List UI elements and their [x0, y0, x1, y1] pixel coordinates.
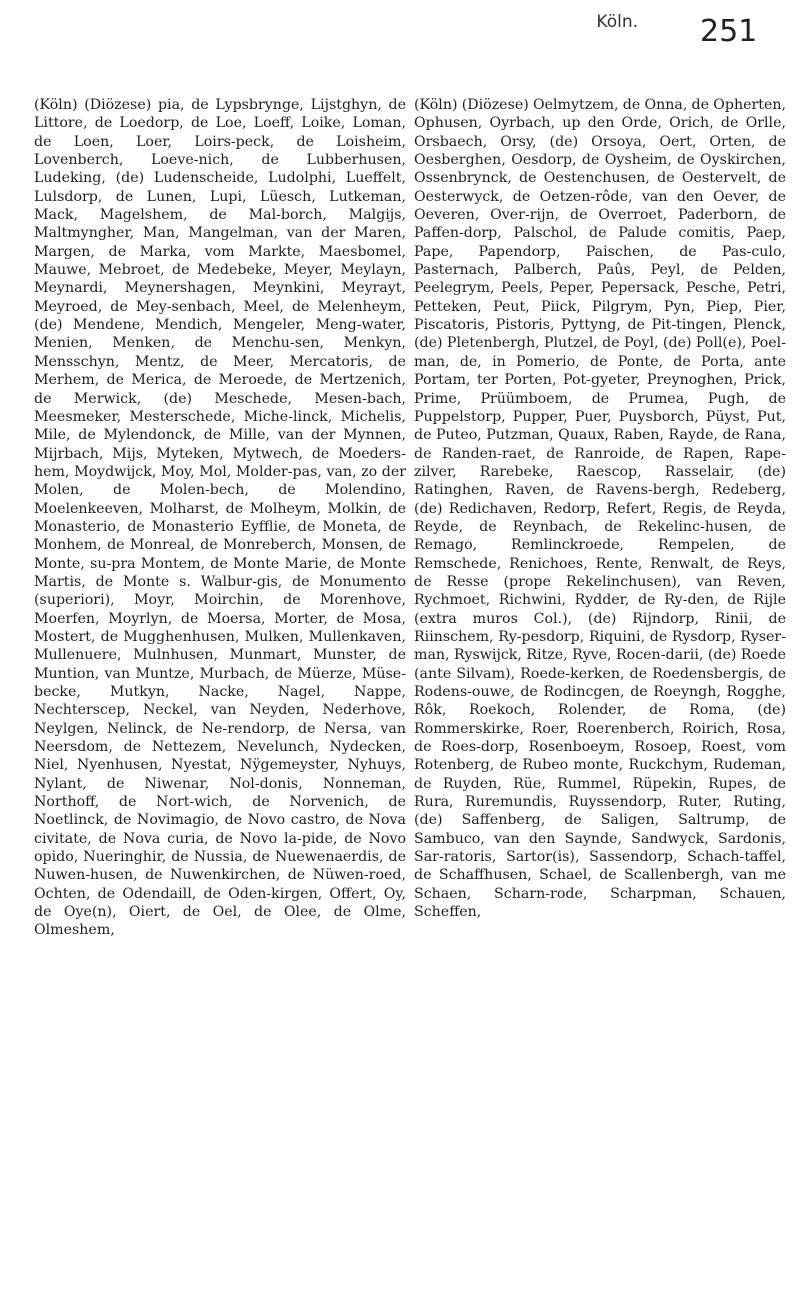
left-column-text: (Köln) (Diözese) pia, de Lypsbrynge, Lijstghyn, de Littore, de Loedorp, de Loe, Loeff, Loike, Loman, de Loen, Loer, Loirs-peck, de Loisheim, Lovenberch, Loeve-nich, de Lubberhusen, Ludeking, (de) Ludenscheide, Ludolphi, Lueffelt, Lulsdorp, de Lunen, Lupi, Lüesch, Lutkeman, Mack, Magelshem, de Mal-borch, Malgijs, Maltmyngher, Man, Mangelman, van der Maren, Margen, de Marka, vom Markte, Maesbomel, Mauwe, Mebroet, de Medebeke, Meyer, Meylayn, Meynardi, Meynershagen, Meynkini, Meyrayt, Meyroed, de Mey-senbach, Meel, de Melenheym, (de) Mendene, Mendich, Mengeler, Meng-water, Menien, Menken, de Menchu-sen, Menkyn, Mensschyn, Mentz, de Meer, Mercatoris, de Merhem, de Merica, de Meroede, de Mertzenich, de Merwick, (de) Meschede, Mesen-bach, Meesmeker, Mesterschede, Miche-linck, Michelis, Mile, de Mylendonck, de Mille, van der Mynnen, Mijrbach, Mijs, Myteken, Mytwech, de Moeders-hem, Moydwijck, Moy, Mol, Molder-pas, van, zo der Molen, de Molen-bech, de Molendino, Moelenkeeven, Molharst, de Molheym, Molkin, de Monasterio, de Monasterio Eyfflie, de Moneta, de Monhem, de Monreal, de Monreberch, Monsen, de Monte, su-pra Montem, de Monte Marie, de Monte Martis, de Monte s. Walbur-gis, de Monumento (superiori), Moyr, Moirchin, de Morenhove, Moerfen, Moyrlyn, de Moersa, Morter, de Mosa, Mostert, de Mugghenhusen, Mulken, Mullenkaven, Mullenuere, Mulnhusen, Munmart, Munster, de Muntion, van Muntze, Murbach, de Müerze, Müse-becke, Mutkyn, Nacke, Nagel, Nappe, Nechterscep, Neckel, van Neyden, Nederhove, Neylgen, Nelinck, de Ne-rendorp, de Nersa, van Neersdom, de Nettezem, Nevelunch, Nydecken, Niel, Nyenhusen, Nyestat, Nÿgemeyster, Nyhuys, Nylant, de Niwenar, Nol-donis, Nonneman, Northoff, de Nort-wich, de Norvenich, de Noetlinck, de Novimagio, de Novo castro, de Nova civitate, de Nova curia, de Novo la-pide, de Novo opido, Nueringhir, de Nussia, de Nuewenaerdis, de Nuwen-husen, de Nuwenkirchen, de Nüwen-roed, Ochten, de Odendaill, de Oden-kirgen, Offert, Oy, de Oye(n), Oiert, de Oel, de Olee, de Olme, Olmeshem,	[34, 97, 406, 939]
running-head-title: Köln.	[596, 12, 638, 32]
right-column	[414, 96, 786, 921]
left-column	[34, 96, 406, 940]
running-header	[0, 12, 800, 62]
page-number: 251	[700, 14, 758, 49]
right-column-text: (Köln) (Diözese) Oelmytzem, de Onna, de Opherten, Ophusen, Oyrbach, up den Orde, Orich, de Orlle, Orsbaech, Orsy, (de) Orsoya, Oert, Orten, de Oesberghen, Oesdorp, de Oysheim, de Oyskirchen, Ossenbrynck, de Oestenchusen, de Oestervelt, de Oesterwyck, de Oetzen-rôde, van den Oever, de Oeveren, Over-rijn, de Overroet, Paderborn, de Paffen-dorp, Palschol, de Palude comitis, Paep, Pape, Papendorp, Paischen, de Pas-culo, Pasternach, Palberch, Paûs, Peyl, de Pelden, Peelegrym, Peels, Peper, Pepersack, Pesche, Petri, Petteken, Peut, Piick, Pilgrym, Pyn, Piep, Pier, Piscatoris, Pistoris, Pyttyng, de Pit-tingen, Plenck, (de) Pletenbergh, Plutzel, de Poyl, (de) Poll(e), Poel-man, de, in Pomerio, de Ponte, de Porta, ante Portam, ter Porten, Pot-gyeter, Preynoghen, Prick, Prime, Prüümboem, de Prumea, Pugh, de Puppelstorp, Pupper, Puer, Puysborch, Püyst, Put, de Puteo, Putzman, Quaux, Raben, Rayde, de Rana, de Randen-raet, de Ranroide, de Rapen, Rape-zilver, Rarebeke, Raescop, Rasselair, (de) Ratinghen, Raven, de Ravens-bergh, Redeberg, (de) Redichaven, Redorp, Refert, Regis, de Reyda, Reyde, de Reynbach, de Rekelinc-husen, de Remago, Remlinckroede, Rempelen, de Remschede, Renichoes, Rente, Renwalt, de Reys, de Resse (prope Rekelinchusen), van Reven, Rychmoet, Richwini, Rydder, de Ry-den, de Rijle (extra muros Col.), (de) Rijndorp, Rinii, de Riinschem, Ry-pesdorp, Riquini, de Rysdorp, Ryser-man, Ryswijck, Ritze, Ryve, Rocen-darii, (de) Roede (ante Silvam), Roede-kerken, de Roedensbergis, de Rodens-ouwe, de Rodincgen, de Roeyngh, Rogghe, Rôk, Roekoch, Rolender, de Roma, (de) Rommerskirke, Roer, Roerenberch, Roirich, Rosa, de Roes-dorp, Rosenboeym, Rosoep, Roest, vom Rotenberg, de Rubeo monte, Ruckchym, Rudeman, de Ruyden, Rüe, Rummel, Rüpekin, Rupes, de Rura, Ruremundis, Ruyssendorp, Ruter, Ruting, (de) Saffenberg, de Saligen, Saltrump, de Sambuco, van den Saynde, Sandwyck, Sardonis, Sar-ratoris, Sartor(is), Sassendorp, Schach-taffel, de Schaffhusen, Schael, de Scallenbergh, van me Schaen, Scharn-rode, Scharpman, Schauen, Scheffen,	[414, 97, 787, 921]
